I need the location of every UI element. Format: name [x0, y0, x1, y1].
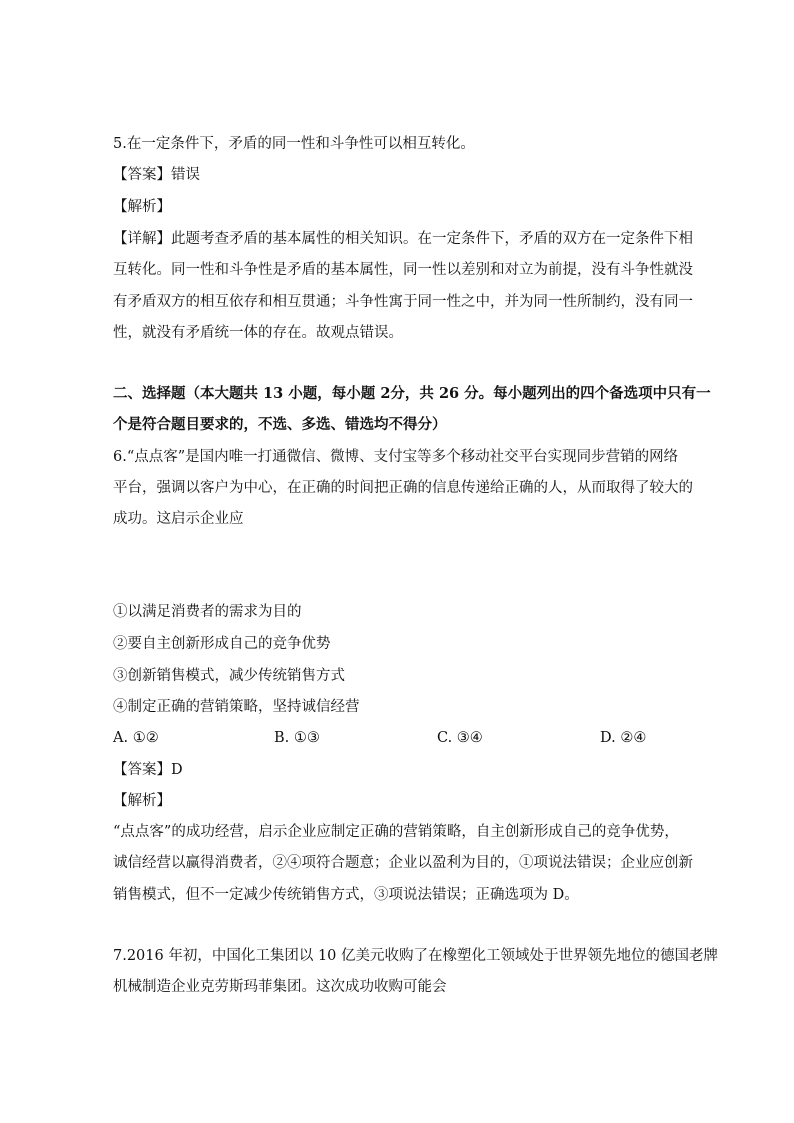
q5-answer: 【答案】错误	[113, 167, 200, 183]
section-heading: 个是符合题目要求的，不选、多选、错选均不得分）	[113, 416, 447, 433]
q6-option-b: B. ①③	[274, 730, 320, 746]
q6-option-d: D. ②④	[600, 730, 647, 746]
q6-item: ①以满足消费者的需求为目的	[113, 604, 302, 620]
q6-analysis-line: 销售模式，但不一定减少传统销售方式，③项说法错误；正确选项为 D。	[113, 887, 579, 903]
q6-item: ②要自主创新形成自己的竞争优势	[113, 636, 331, 652]
q7-stem-line: 7.2016 年初，中国化工集团以 10 亿美元收购了在橡塑化工领域处于世界领先地位的德国老牌	[113, 948, 719, 964]
section-heading: 二、选择题（本大题共 13 小题，每小题 2分，共 26 分。每小题列出的四个备选项中只有一	[113, 385, 711, 402]
q5-stem: 5.在一定条件下，矛盾的同一性和斗争性可以相互转化。	[113, 136, 475, 152]
q6-stem-line: 6.“点点客”是国内唯一打通微信、微博、支付宝等多个移动社交平台实现同步营销的网络	[113, 449, 679, 465]
q6-item: ③创新销售模式，减少传统销售方式	[113, 668, 345, 684]
q6-item: ④制定正确的营销策略，坚持诚信经营	[113, 699, 360, 715]
q6-analysis-line: “点点客”的成功经营，启示企业应制定正确的营销策略，自主创新形成自己的竞争优势，	[113, 824, 679, 840]
q6-analysis-label: 【解析】	[113, 793, 171, 809]
q6-option-c: C. ③④	[437, 730, 483, 746]
q5-detail-line: 性，就没有矛盾统一体的存在。故观点错误。	[113, 325, 403, 341]
q6-stem-line: 成功。这启示企业应	[113, 511, 244, 527]
q6-answer: 【答案】D	[113, 762, 183, 778]
q5-detail-line: 有矛盾双方的相互依存和相互贯通；斗争性寓于同一性之中，并为同一性所制约，没有同一	[113, 294, 693, 310]
q7-stem-line: 机械制造企业克劳斯玛菲集团。这次成功收购可能会	[113, 979, 447, 995]
q6-stem-line: 平台，强调以客户为中心，在正确的时间把正确的信息传递给正确的人，从而取得了较大的	[113, 480, 693, 496]
q5-detail-line: 【详解】此题考查矛盾的基本属性的相关知识。在一定条件下，矛盾的双方在一定条件下相	[113, 231, 693, 247]
q5-detail-line: 互转化。同一性和斗争性是矛盾的基本属性，同一性以差别和对立为前提，没有斗争性就没	[113, 262, 693, 278]
q5-analysis-label: 【解析】	[113, 199, 171, 215]
q6-analysis-line: 诚信经营以赢得消费者，②④项符合题意；企业以盈利为目的，①项说法错误；企业应创新	[113, 855, 693, 871]
q6-option-a: A. ①②	[113, 730, 159, 746]
